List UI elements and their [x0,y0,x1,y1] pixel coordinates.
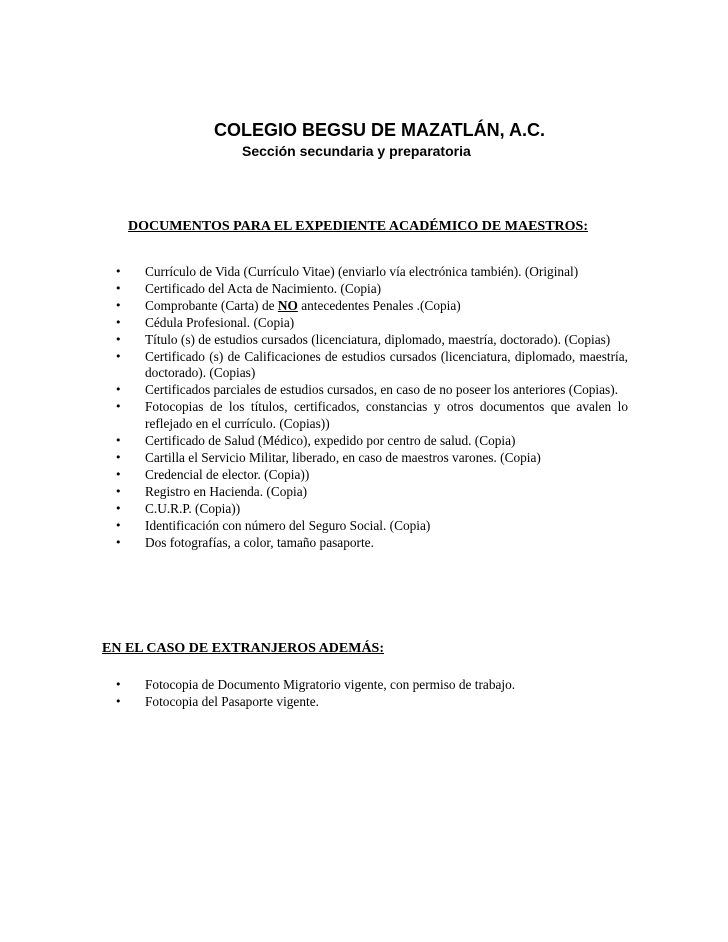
list-item: • Currículo de Vida (Currículo Vitae) (enviarlo vía electrónica también). (Original) [115,264,579,279]
list-item: • Dos fotografías, a color, tamaño pasaporte. [115,534,374,550]
main-section-heading: DOCUMENTOS PARA EL EXPEDIENTE ACADÉMICO DE MAESTROS: [128,219,588,234]
list-item: • Fotocopia del Pasaporte vigente. [115,693,319,709]
bullet-icon: • [115,315,122,329]
list-item: • Cartilla el Servicio Militar, liberado, en caso de maestros varones. (Copia) [115,449,541,465]
bullet-icon: • [115,298,122,312]
bullet-icon: • [115,467,122,481]
list-item: • Certificado del Acta de Nacimiento. (Copia) [115,280,382,296]
bullet-icon: • [115,400,122,414]
bullet-icon: • [115,281,122,295]
list-item: • Credencial de elector. (Copia)) [115,466,310,482]
list-item: • Identificación con número del Seguro Social. (Copia) [115,517,431,533]
bullet-icon: • [115,484,122,498]
bullet-icon: • [115,383,122,397]
bullet-icon: • [115,332,122,346]
list-item: • Certificado de Salud (Médico), expedido por centro de salud. (Copia) [115,433,516,449]
bullet-icon: • [115,535,122,549]
foreigners-documents-list [108,677,628,711]
teacher-documents-list [108,264,628,551]
list-item: • Cédula Profesional. (Copia) [115,314,295,330]
list-item: • Certificado (s) de Calificaciones de estudios cursados (licenciatura, diplomado, maestría, doctorado). (Copias) [115,348,628,381]
list-item: • C.U.R.P. (Copia)) [115,500,241,516]
bullet-icon: • [115,678,122,691]
foreign-section-heading: EN EL CASO DE EXTRANJEROS ADEMÁS: [102,641,384,656]
bullet-icon: • [115,265,122,278]
page-title: COLEGIO BEGSU DE MAZATLÁN, A.C. [214,120,545,140]
list-item: • Comprobante (Carta) de NO antecedentes Penales .(Copia) [115,297,461,313]
page-subtitle: Sección secundaria y preparatoria [242,143,471,159]
bullet-icon: • [115,434,122,448]
list-item: • Título (s) de estudios cursados (licenciatura, diplomado, maestría, doctorado). (Copias) [115,331,611,347]
bullet-icon: • [115,518,122,532]
list-item: • Fotocopia de Documento Migratorio vigente, con permiso de trabajo. [115,677,516,692]
bullet-icon: • [115,349,122,363]
bullet-icon: • [115,694,122,708]
bullet-icon: • [115,501,122,515]
list-item: • Registro en Hacienda. (Copia) [115,483,308,499]
emphasis-no: NO [277,297,298,313]
list-item: • Fotocopias de los títulos, certificados, constancias y otros documentos que avalen lo reflejado en el currículo. (Copias)) [115,399,628,432]
bullet-icon: • [115,450,122,464]
list-item: • Certificados parciales de estudios cursados, en caso de no poseer los anteriores (Copias). [115,382,618,398]
